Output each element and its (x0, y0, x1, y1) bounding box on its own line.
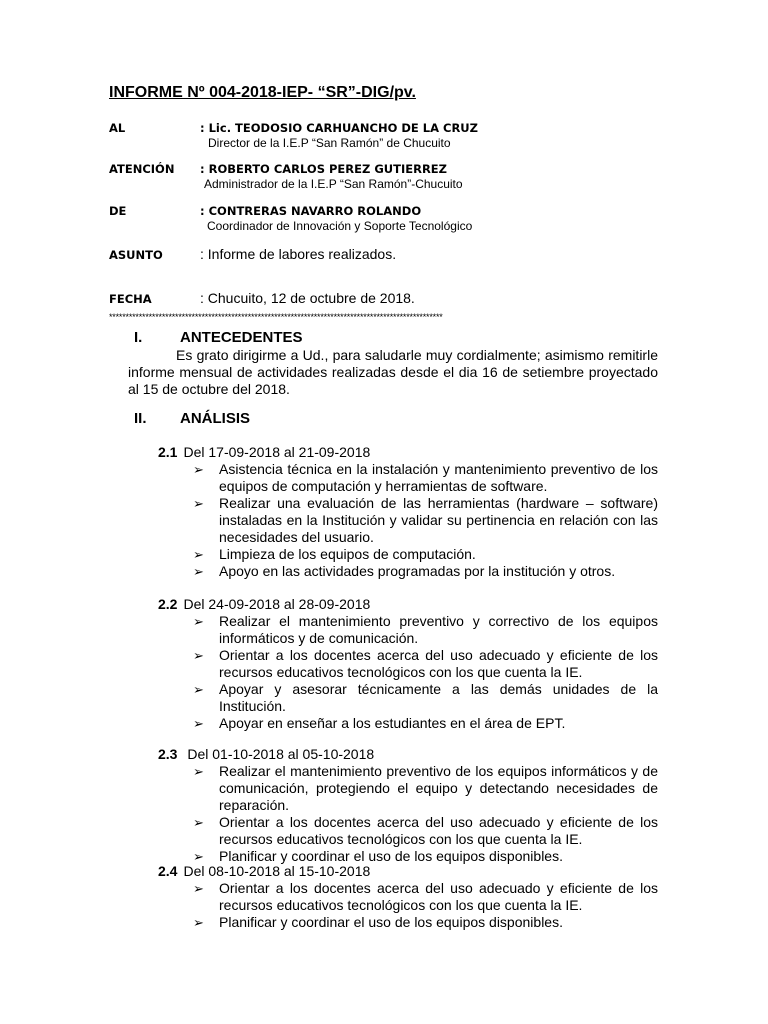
arrow-bullet-icon: ➢ (193, 648, 204, 663)
antecedentes-text: Es grato dirigirme a Ud., para saludarle muy cordialmente; asimismo remitirle informe mensual de actividades realizadas desde el dia 16 de setiembre proyectado al 15 de octubre del 2018. (128, 347, 658, 397)
list-item: ➢ Apoyo en las actividades programadas por la institución y otros. (193, 563, 616, 579)
list-item: ➢ Limpieza de los equipos de computación. (193, 546, 476, 562)
header-de-name: : CONTRERAS NAVARRO ROLANDO (200, 204, 422, 218)
header-de-label: DE (109, 204, 127, 218)
header-atencion-name: : ROBERTO CARLOS PEREZ GUTIERREZ (200, 162, 447, 176)
arrow-bullet-icon: ➢ (193, 496, 204, 511)
section-2-title: ANÁLISIS (180, 410, 251, 427)
arrow-bullet-icon: ➢ (193, 682, 204, 697)
document-title: INFORME Nº 004-2018-IEP- “SR”-DIG/pv. (109, 84, 416, 101)
list-item: ➢ Orientar a los docentes acerca del uso adecuado y eficiente de los recursos educativos tecnológicos con los que cuenta la IE. (193, 814, 658, 847)
header-fecha-value: : Chucuito, 12 de octubre de 2018. (200, 290, 415, 306)
list-item: ➢ Realizar el mantenimiento preventivo de los equipos informáticos y de comunicación, protegiendo el equipo y detectando necesidades de reparación. (193, 763, 658, 813)
list-item: ➢ Realizar una evaluación de las herramientas (hardware – software) instaladas en la Institución y validar su pertinencia en relación con las necesidades del usuario. (193, 495, 658, 545)
arrow-bullet-icon: ➢ (193, 881, 204, 896)
arrow-bullet-icon: ➢ (193, 915, 204, 930)
list-item: ➢ Asistencia técnica en la instalación y mantenimiento preventivo de los equipos de computación y herramientas de software. (193, 461, 658, 494)
separator-line: ***************************************************************************************************** (109, 312, 443, 322)
arrow-bullet-icon: ➢ (193, 764, 204, 779)
arrow-bullet-icon: ➢ (193, 614, 204, 629)
arrow-bullet-icon: ➢ (193, 547, 204, 562)
subsection-2-1-number: 2.1 (158, 444, 178, 460)
subsection-2-1 (158, 444, 658, 580)
list-item: ➢ Orientar a los docentes acerca del uso adecuado y eficiente de los recursos educativos tecnológicos con los que cuenta la IE. (193, 880, 658, 913)
subsection-2-4-number: 2.4 (158, 863, 178, 879)
header-atencion-role: Administrador de la I.E.P “San Ramón”-Chucuito (204, 177, 463, 191)
header-al-role: Director de la I.E.P “San Ramón” de Chucuito (208, 136, 451, 150)
subsection-2-4 (158, 863, 658, 931)
header-al-label: AL (109, 121, 126, 135)
arrow-bullet-icon: ➢ (193, 462, 204, 477)
header-asunto-value: : Informe de labores realizados. (200, 246, 397, 262)
subsection-2-4-period: Del 08-10-2018 al 15-10-2018 (183, 863, 371, 879)
list-item: ➢ Apoyar en enseñar a los estudiantes en el área de EPT. (193, 715, 566, 731)
arrow-bullet-icon: ➢ (193, 716, 204, 731)
list-item: ➢ Realizar el mantenimiento preventivo y correctivo de los equipos informáticos y de comunicación. (193, 613, 658, 646)
subsection-2-1-period: Del 17-09-2018 al 21-09-2018 (183, 444, 371, 460)
header-atencion-label: ATENCIÓN (109, 162, 175, 176)
subsection-2-3-period: Del 01-10-2018 al 05-10-2018 (187, 746, 375, 762)
arrow-bullet-icon: ➢ (193, 815, 204, 830)
header-de-role: Coordinador de Innovación y Soporte Tecnológico (207, 219, 473, 233)
antecedentes-paragraph (128, 347, 658, 398)
list-item: ➢ Planificar y coordinar el uso de los equipos disponibles. (193, 914, 563, 930)
list-item: ➢ Apoyar y asesorar técnicamente a las demás unidades de la Institución. (193, 681, 658, 714)
header-asunto-label: ASUNTO (109, 248, 163, 262)
section-1-number: I. (134, 329, 143, 346)
subsection-2-2 (158, 596, 658, 732)
section-1-title: ANTECEDENTES (180, 329, 303, 346)
header-fecha-label: FECHA (109, 292, 152, 306)
list-item: ➢ Orientar a los docentes acerca del uso adecuado y eficiente de los recursos educativos tecnológicos con los que cuenta la IE. (193, 647, 658, 680)
subsection-2-3 (158, 746, 658, 865)
header-al-name: : Lic. TEODOSIO CARHUANCHO DE LA CRUZ (200, 121, 478, 135)
subsection-2-3-number: 2.3 (158, 746, 178, 762)
section-2-number: II. (134, 410, 147, 427)
subsection-2-2-period: Del 24-09-2018 al 28-09-2018 (183, 596, 371, 612)
list-item: ➢ Planificar y coordinar el uso de los equipos disponibles. (193, 848, 563, 864)
subsection-2-2-number: 2.2 (158, 596, 178, 612)
arrow-bullet-icon: ➢ (193, 849, 204, 864)
arrow-bullet-icon: ➢ (193, 564, 204, 579)
